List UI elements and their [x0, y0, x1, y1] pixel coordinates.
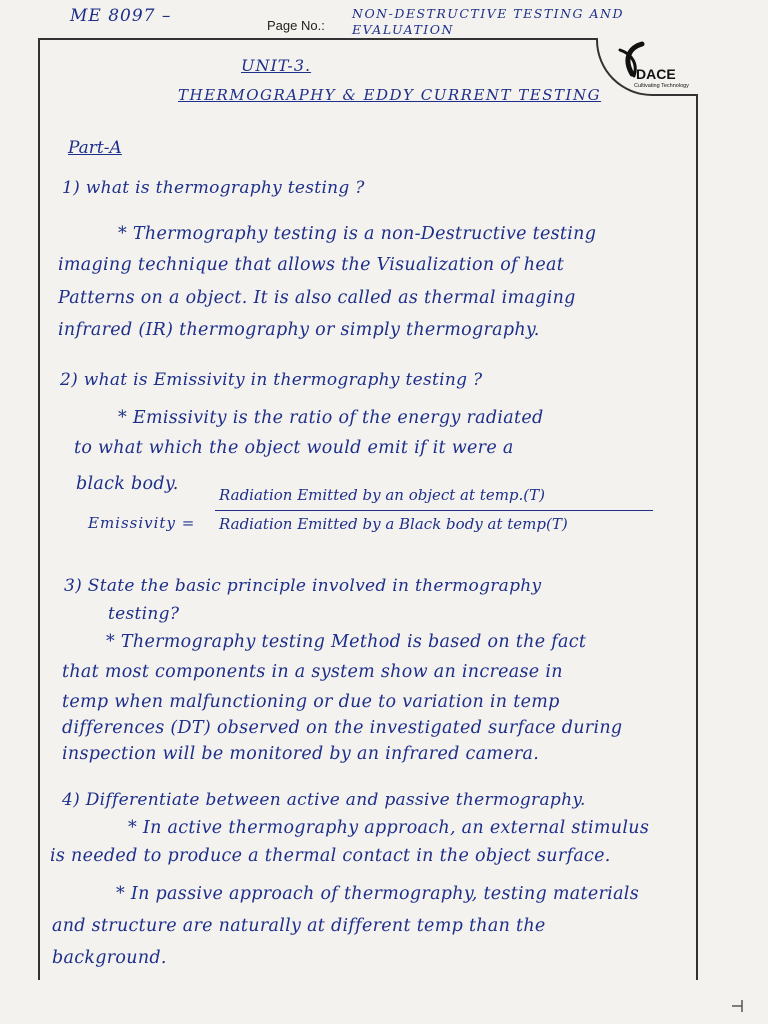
q1-answer-line: imaging technique that allows the Visualization of heat [58, 255, 565, 275]
q3-question: testing? [108, 604, 180, 624]
q1-answer-line: * Thermography testing is a non-Destructive testing [118, 224, 597, 244]
q3-answer-line: temp when malfunctioning or due to variation in temp [62, 692, 560, 712]
unit-title: THERMOGRAPHY & EDDY CURRENT TESTING [178, 86, 602, 104]
logo-name: DACE [636, 66, 676, 82]
q3-answer-line: that most components in a system show an increase in [62, 662, 563, 682]
course-code: ME 8097 – [70, 6, 172, 26]
q4-question: 4) Differentiate between active and passive thermography. [62, 790, 586, 810]
page-number-label: Page No.: [267, 18, 325, 33]
fraction-bar [215, 510, 653, 511]
corner-crop-mark-icon [728, 996, 748, 1016]
q4-answer-line: * In passive approach of thermography, testing materials [116, 884, 639, 904]
q3-answer-line: inspection will be monitored by an infrared camera. [62, 744, 540, 764]
q3-question: 3) State the basic principle involved in thermography [64, 576, 542, 596]
q1-answer-line: Patterns on a object. It is also called as thermal imaging [58, 288, 576, 308]
part-heading: Part-A [68, 138, 122, 158]
q1-question: 1) what is thermography testing ? [62, 178, 365, 198]
q3-answer-line: differences (DT) observed on the investigated surface during [62, 718, 623, 738]
q4-answer-line: and structure are naturally at different temp than the [52, 916, 546, 936]
q2-answer-line: black body. [76, 474, 179, 494]
emissivity-fraction [215, 486, 653, 533]
q1-answer-line: infrared (IR) thermography or simply thermography. [58, 320, 540, 340]
q4-answer-line: * In active thermography approach, an external stimulus [128, 818, 650, 838]
emissivity-label: Emissivity = [88, 514, 196, 532]
q3-answer-line: * Thermography testing Method is based on the fact [106, 632, 587, 652]
logo-tagline: Cultivating Technology [634, 83, 689, 89]
fraction-numerator: Radiation Emitted by an object at temp.(T) [219, 486, 546, 504]
unit-heading: UNIT-3. [241, 56, 312, 75]
subject-title: NON-DESTRUCTIVE TESTING AND EVALUATION [352, 6, 624, 37]
q2-answer-line: * Emissivity is the ratio of the energy radiated [118, 408, 544, 428]
q4-answer-line: background. [52, 948, 167, 968]
q4-answer-line: is needed to produce a thermal contact in the object surface. [50, 846, 611, 866]
q2-question: 2) what is Emissivity in thermography testing ? [60, 370, 483, 390]
fraction-denominator: Radiation Emitted by a Black body at temp(T) [219, 515, 568, 533]
q2-answer-line: to what which the object would emit if it were a [74, 438, 514, 458]
